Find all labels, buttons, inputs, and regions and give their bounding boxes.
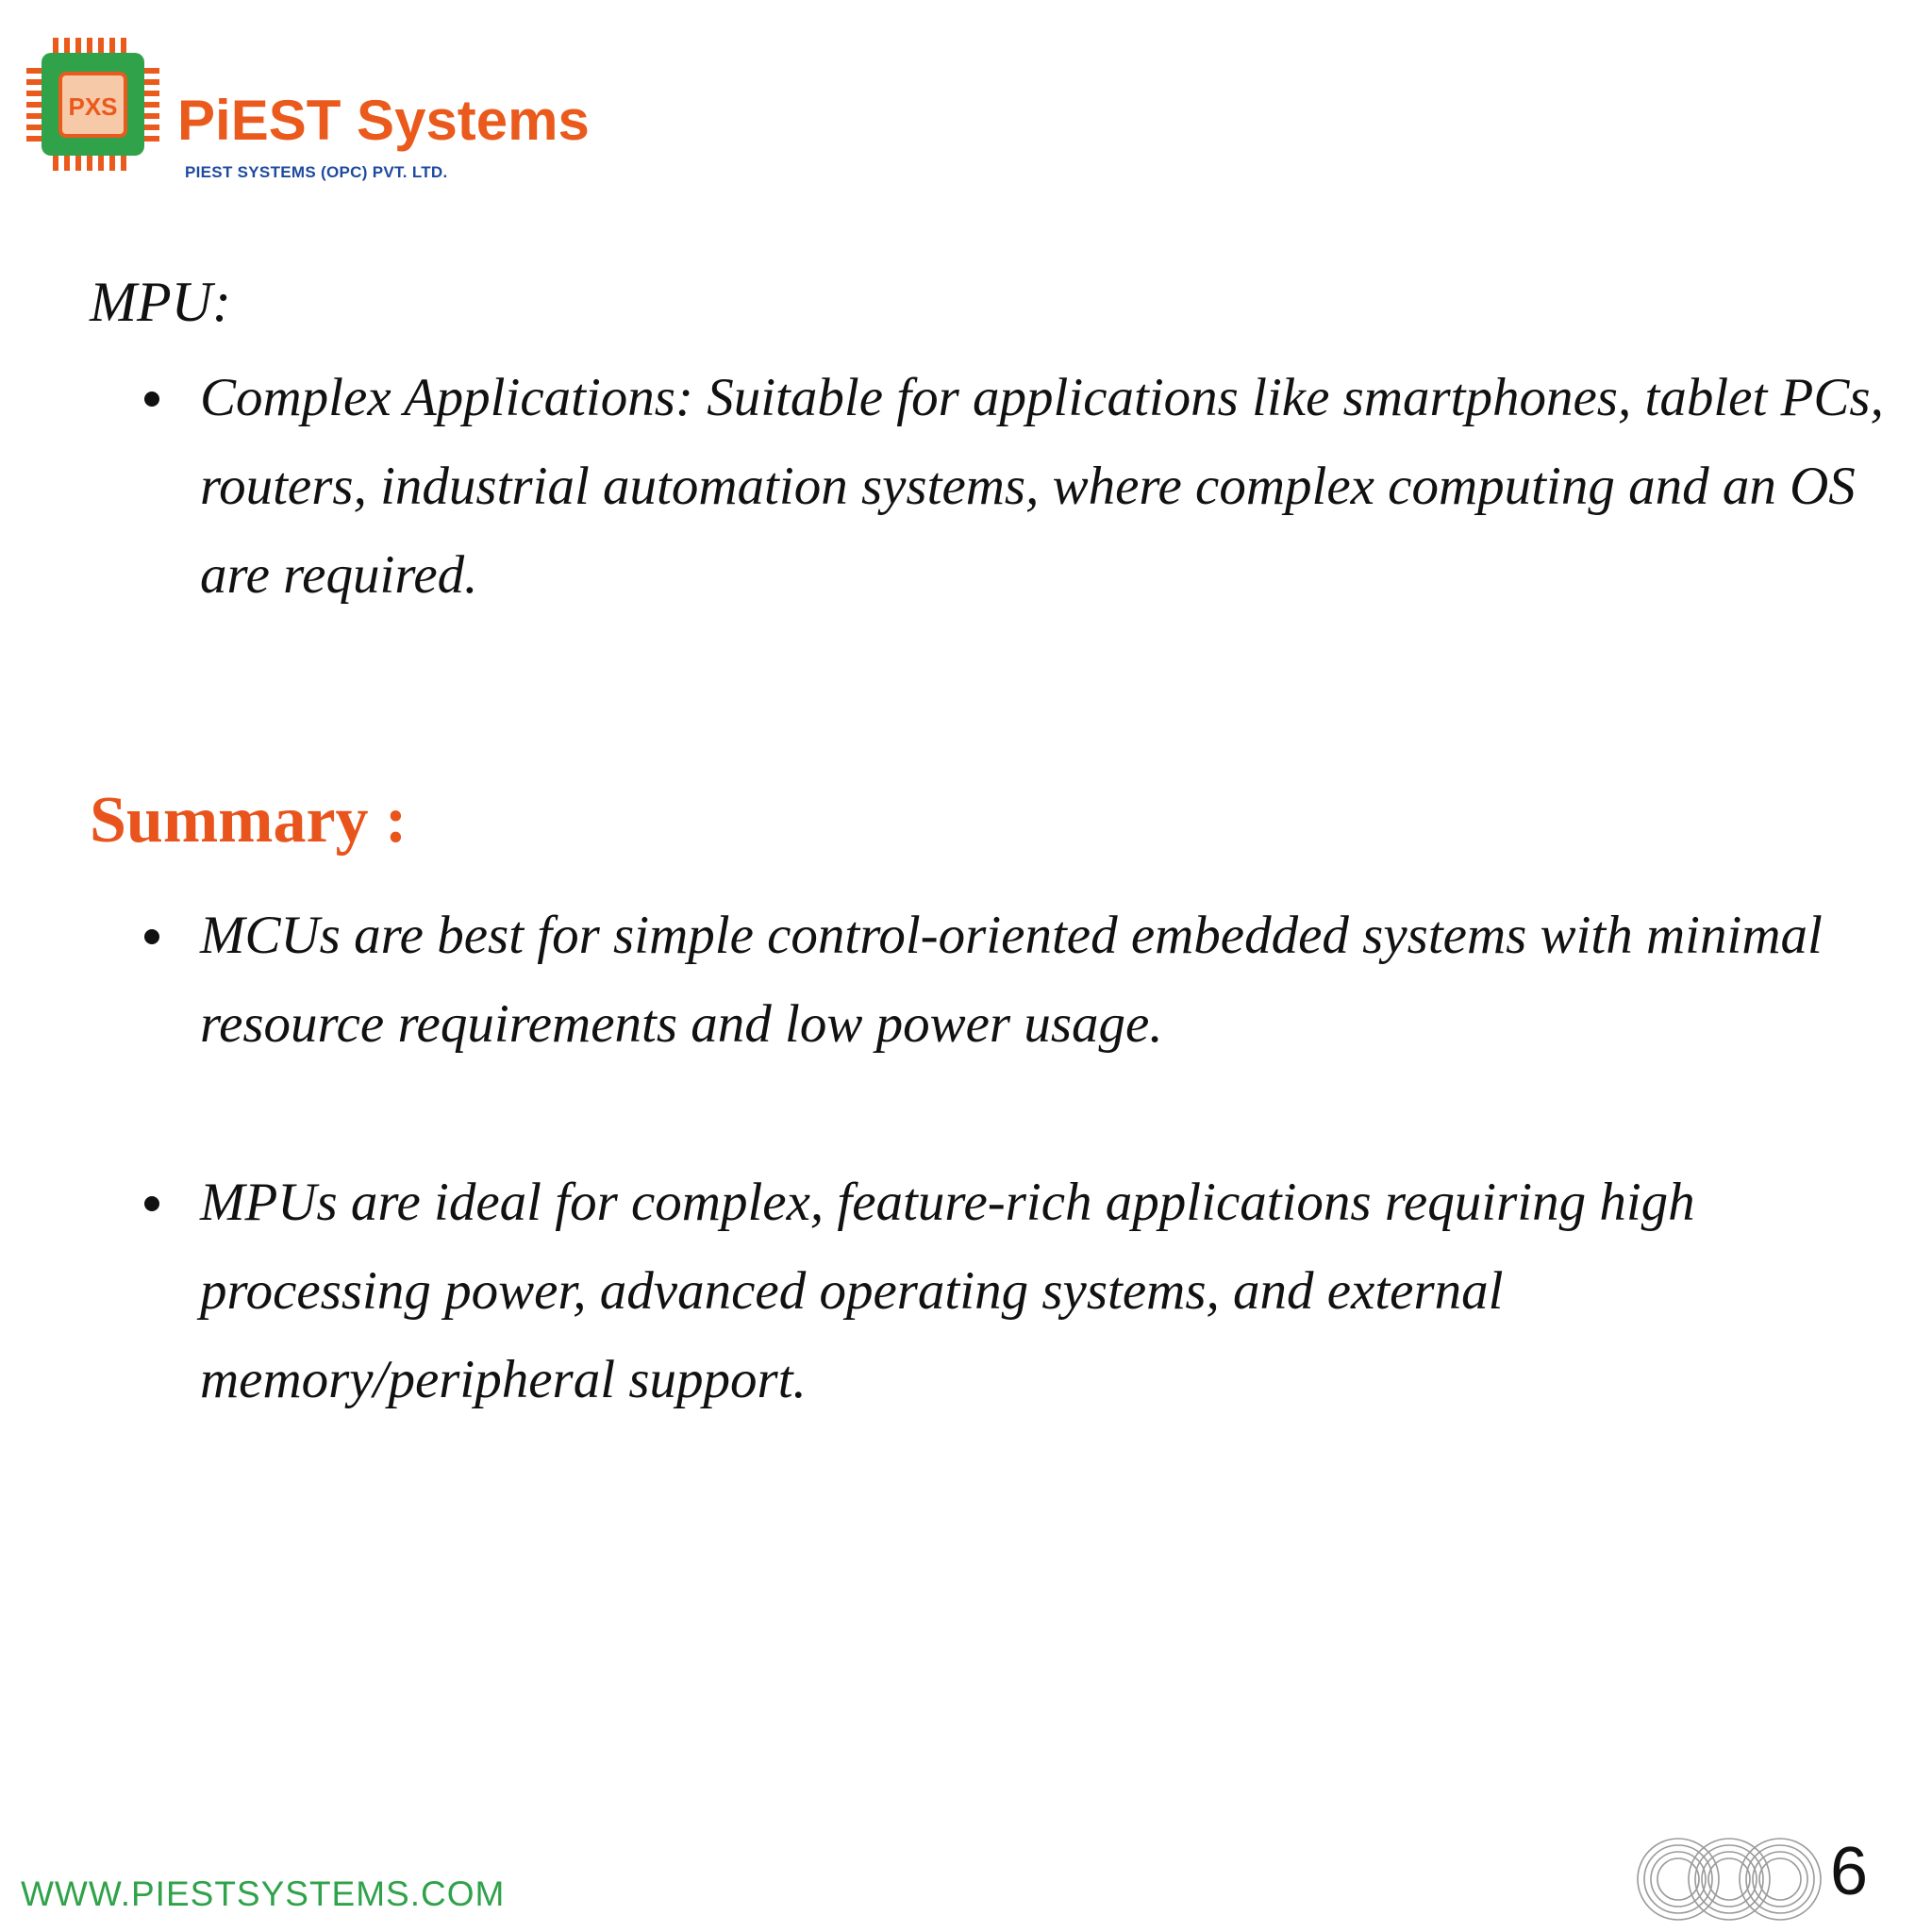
list-item bbox=[0, 1158, 1932, 1424]
summary-heading: Summary : bbox=[90, 784, 408, 857]
list-item bbox=[0, 354, 1932, 620]
bullet-text: Complex Applications: Suitable for applications like smartphones, tablet PCs, routers, industrial automation systems, where complex computing and an OS are required. bbox=[200, 368, 1884, 605]
bullet-icon bbox=[144, 1196, 159, 1211]
decorative-circles-icon bbox=[1635, 1832, 1824, 1926]
mpu-bullet-list bbox=[0, 354, 1932, 620]
bullet-text: MCUs are best for simple control-oriented embedded systems with minimal resource requirements and low power usage. bbox=[200, 906, 1823, 1054]
brand-name: PiEST Systems bbox=[177, 89, 590, 152]
bullet-icon bbox=[144, 929, 159, 944]
brand-subtitle: PIEST SYSTEMS (OPC) PVT. LTD. bbox=[185, 163, 448, 181]
logo-monogram: PXS bbox=[68, 92, 118, 121]
summary-bullet-list bbox=[0, 891, 1932, 1069]
chip-logo-icon bbox=[25, 36, 161, 173]
mpu-heading: MPU: bbox=[90, 271, 231, 333]
list-item bbox=[0, 891, 1932, 1069]
bullet-text: MPUs are ideal for complex, feature-rich applications requiring high processing power, advanced operating systems, and external memory/peripheral support. bbox=[200, 1173, 1695, 1409]
bullet-icon bbox=[144, 391, 159, 407]
summary-bullet-list bbox=[0, 1158, 1932, 1424]
website-link[interactable]: WWW.PIESTSYSTEMS.COM bbox=[21, 1874, 506, 1913]
company-logo bbox=[25, 36, 628, 181]
page-number: 6 bbox=[1830, 1834, 1869, 1909]
